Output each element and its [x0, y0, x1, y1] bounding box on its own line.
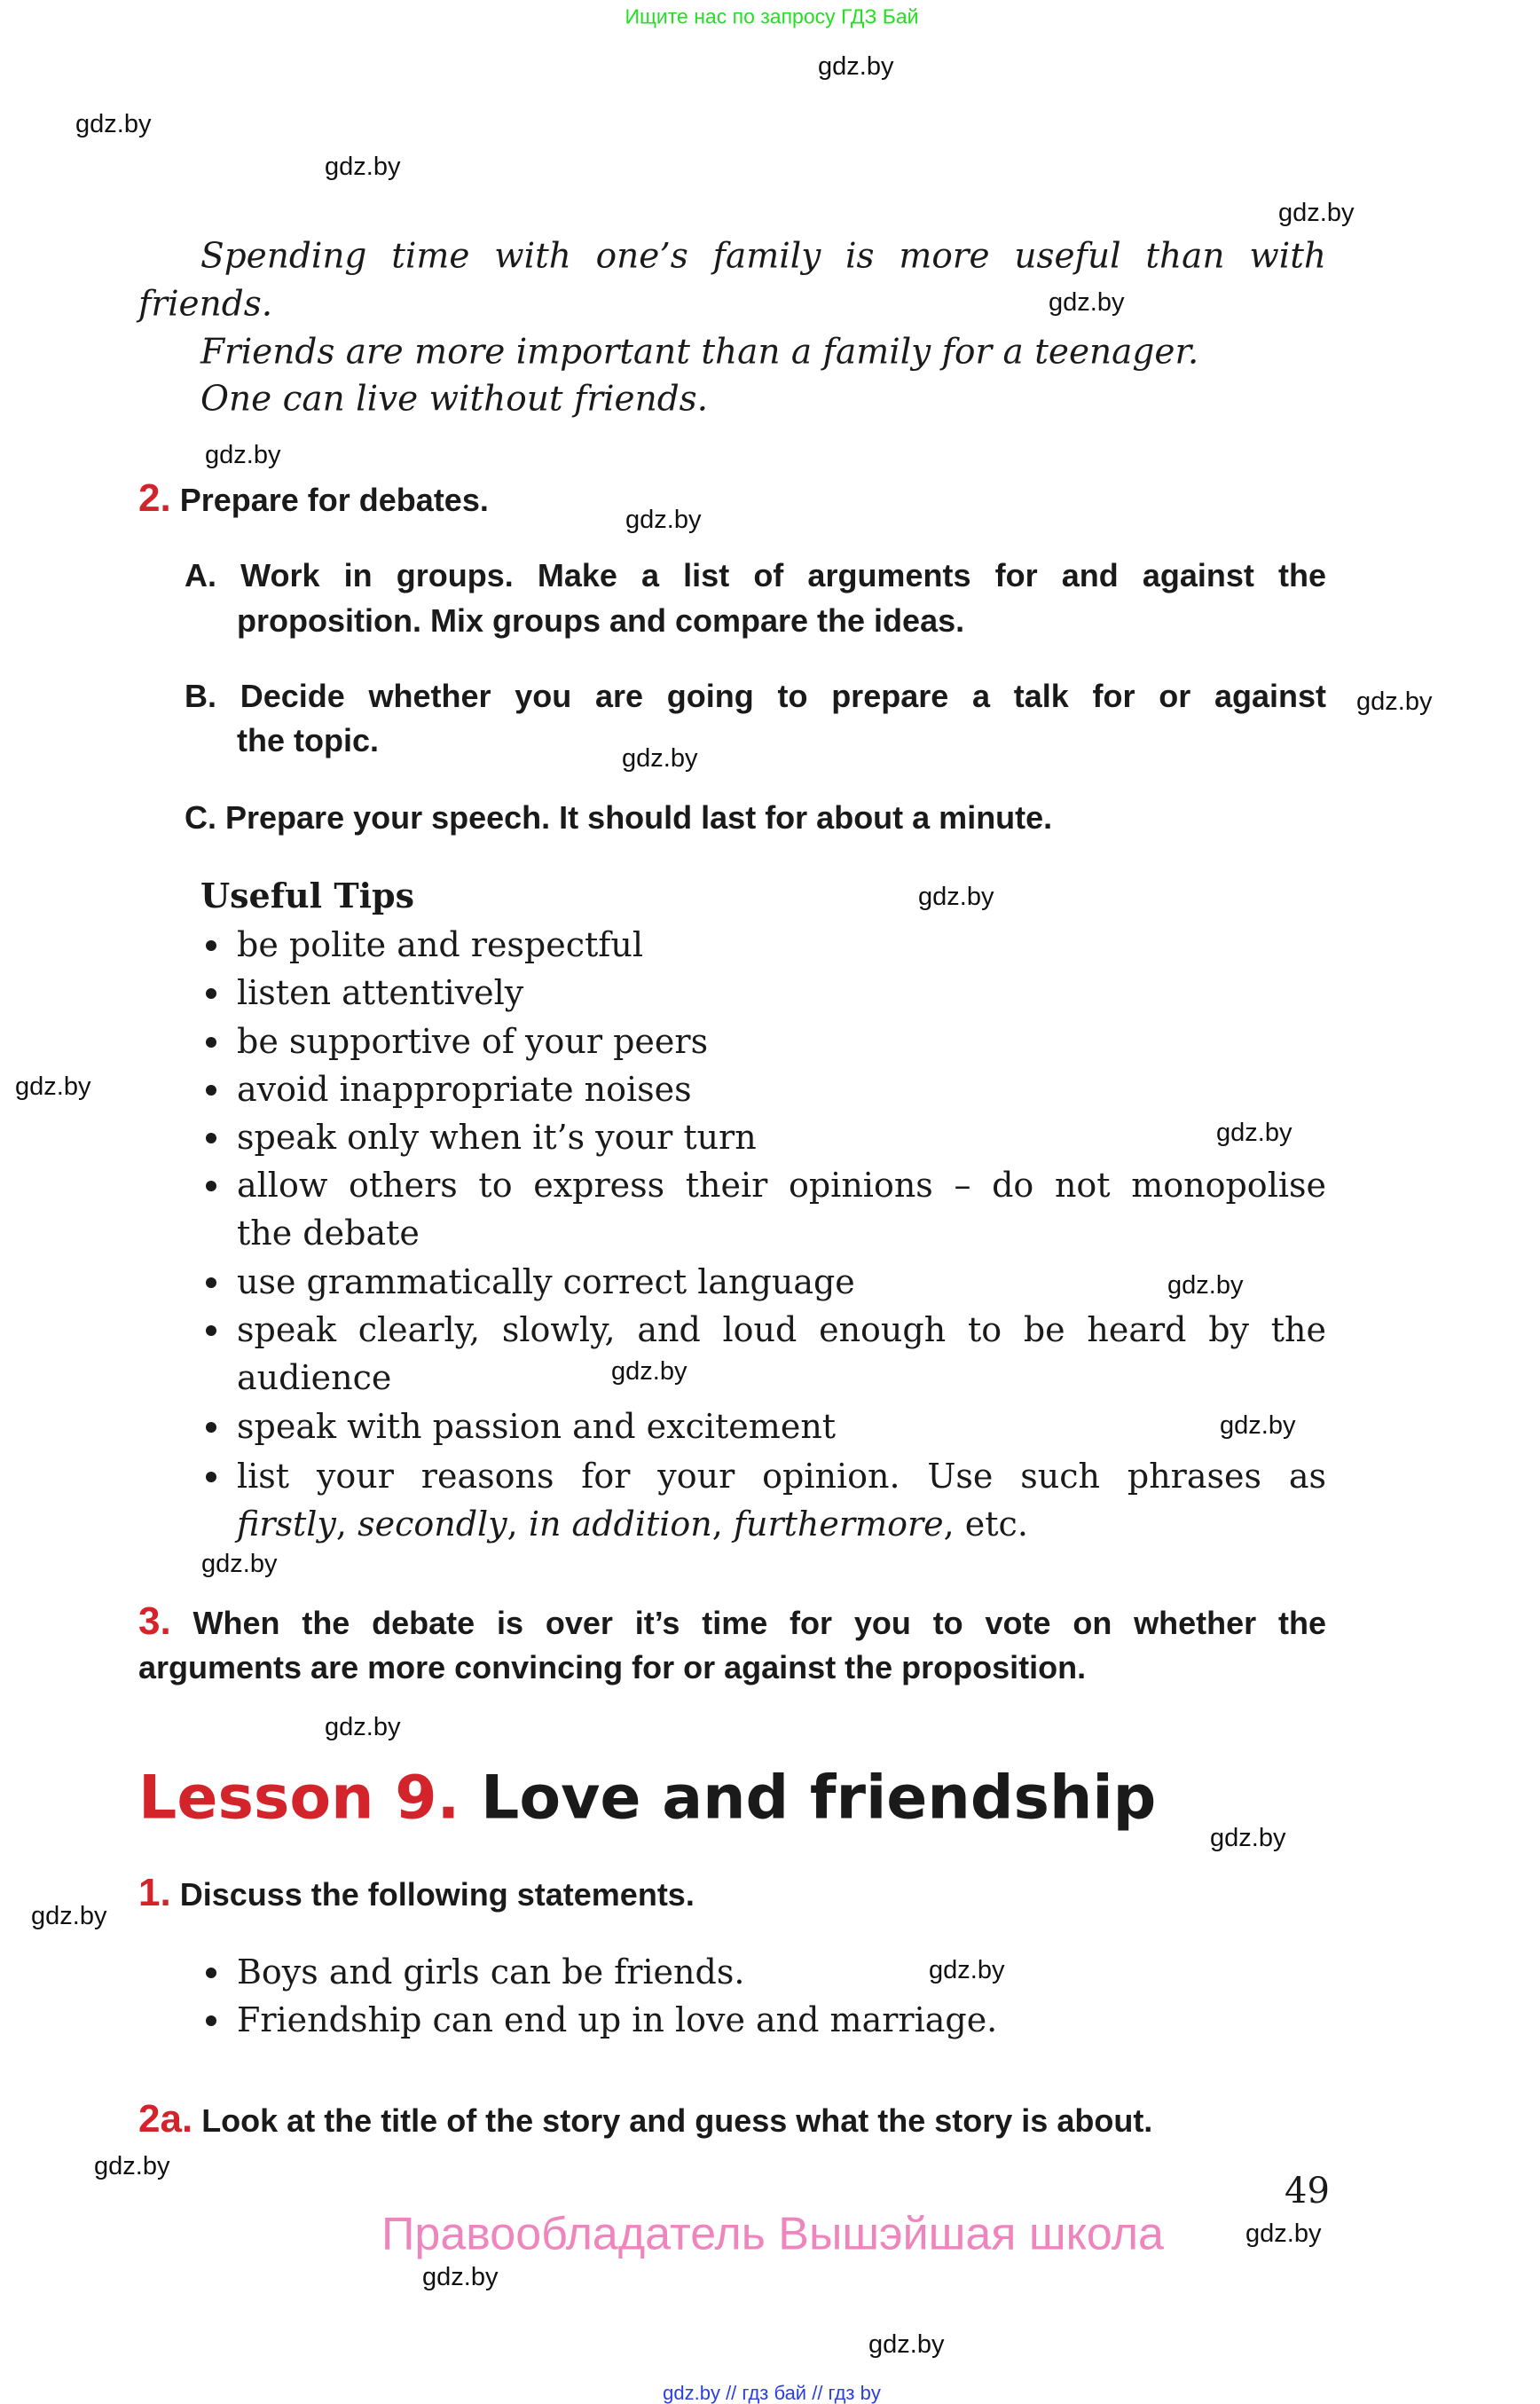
copyright-holder: Правообладатель Вышэйшая школа: [381, 2208, 1164, 2260]
watermark: gdz.by: [1167, 1271, 1244, 1300]
tip-item: use grammatically correct language: [237, 1262, 855, 1302]
statement: Spending time with one’s family is more useful than with: [200, 236, 1326, 277]
bullet-icon: [206, 940, 216, 951]
task-2c-line: C. Prepare your speech. It should last for about a minute.: [185, 799, 1053, 837]
discussion-statement: Friendship can end up in love and marriage.: [237, 2000, 998, 2040]
task-number: 1.: [138, 1870, 171, 1914]
task-2a-line: proposition. Mix groups and compare the ideas.: [237, 602, 965, 640]
task-title: Prepare for debates.: [179, 481, 489, 518]
task-2a-line: A. Work in groups. Make a list of arguments for and against the: [185, 557, 1326, 594]
statement: Friends are more important than a family for a teenager.: [200, 332, 1199, 373]
bullet-icon: [206, 1968, 216, 1978]
tip-item: [237, 1506, 1028, 1544]
bullet-icon: [206, 1181, 216, 1191]
watermark: gdz.by: [1049, 288, 1125, 318]
task-2-heading: [138, 477, 489, 520]
bullet-icon: [206, 1422, 216, 1433]
tip-item: speak clearly, slowly, and loud enough to be heard by the: [237, 1310, 1326, 1350]
tip-item: audience: [237, 1358, 392, 1398]
separator: ,: [507, 1504, 529, 1544]
task-2b-line: the topic.: [237, 722, 379, 759]
lesson-task-2a: [138, 2098, 1152, 2141]
discussion-statement: Boys and girls can be friends.: [237, 1952, 745, 1992]
watermark: gdz.by: [868, 2330, 945, 2360]
task-3-line: arguments are more convincing for or against the proposition.: [138, 1649, 1087, 1686]
watermark: gdz.by: [31, 1902, 107, 1931]
watermark: gdz.by: [625, 506, 702, 535]
watermark: gdz.by: [325, 153, 401, 182]
bullet-icon: [206, 1133, 216, 1143]
task-number: 2.: [138, 475, 171, 520]
tip-item: allow others to express their opinions – do not monopolise: [237, 1166, 1326, 1206]
task-number: 3.: [138, 1599, 171, 1643]
watermark: gdz.by: [1216, 1119, 1292, 1148]
tip-item: be polite and respectful: [237, 925, 643, 965]
phrase: secondly: [358, 1504, 507, 1544]
bullet-icon: [206, 2015, 216, 2026]
bullet-icon: [206, 988, 216, 999]
task-2b-line: B. Decide whether you are going to prepare a talk for or against: [185, 678, 1326, 715]
watermark: gdz.by: [422, 2263, 499, 2292]
statement: friends.: [138, 284, 273, 325]
search-notice: Ищите нас по запросу ГДЗ Бай: [625, 4, 919, 28]
watermark: gdz.by: [1278, 199, 1355, 228]
watermark: gdz.by: [611, 1357, 688, 1387]
statement: One can live without friends.: [200, 379, 709, 420]
watermark: gdz.by: [1220, 1411, 1296, 1441]
phrase: in addition: [528, 1504, 712, 1544]
watermark: gdz.by: [205, 441, 281, 470]
phrase: furthermore: [733, 1504, 944, 1544]
lesson-task-1: [138, 1872, 695, 1914]
task-title: Discuss the following statements.: [179, 1875, 695, 1913]
watermark: gdz.by: [1356, 687, 1433, 717]
lesson-name: Love and friendship: [481, 1763, 1157, 1834]
tip-item: the debate: [237, 1214, 420, 1253]
watermark: gdz.by: [201, 1550, 278, 1579]
watermark: gdz.by: [929, 1956, 1005, 1985]
watermark: gdz.by: [818, 52, 894, 82]
watermark: gdz.by: [1245, 2219, 1322, 2249]
watermark: gdz.by: [622, 744, 698, 774]
bullet-icon: [206, 1472, 216, 1482]
separator: ,: [335, 1504, 358, 1544]
bullet-icon: [206, 1037, 216, 1048]
tips-title: Useful Tips: [200, 876, 415, 916]
tip-item: speak only when it’s your turn: [237, 1118, 757, 1158]
watermark: gdz.by: [15, 1072, 91, 1102]
task-number: 2a.: [138, 2096, 193, 2141]
bullet-icon: [206, 1277, 216, 1288]
tip-item: list your reasons for your opinion. Use such phrases as: [237, 1457, 1326, 1497]
tip-item: avoid inappropriate noises: [237, 1070, 692, 1110]
bullet-icon: [206, 1325, 216, 1336]
watermark: gdz.by: [1210, 1824, 1286, 1853]
lesson-title: [138, 1763, 1157, 1834]
bullet-icon: [206, 1085, 216, 1096]
task-text: When the debate is over it’s time for you to vote on whether the: [192, 1604, 1326, 1641]
tip-item: speak with passion and excitement: [237, 1407, 837, 1447]
separator: , etc.: [943, 1504, 1028, 1544]
tip-item: listen attentively: [237, 973, 524, 1013]
task-title: Look at the title of the story and guess what the story is about.: [201, 2102, 1153, 2139]
page-number: 49: [1285, 2171, 1330, 2212]
lesson-label: Lesson 9.: [138, 1763, 460, 1834]
task-3-line: [138, 1600, 1326, 1643]
watermark: gdz.by: [325, 1713, 401, 1742]
watermark: gdz.by: [75, 110, 152, 139]
watermark: gdz.by: [918, 883, 994, 912]
separator: ,: [711, 1504, 734, 1544]
tip-item: be supportive of your peers: [237, 1022, 709, 1062]
phrase: firstly: [237, 1504, 336, 1544]
watermark: gdz.by: [94, 2152, 170, 2181]
footer-links[interactable]: gdz.by // гдз бай // гдз by: [663, 2381, 881, 2404]
